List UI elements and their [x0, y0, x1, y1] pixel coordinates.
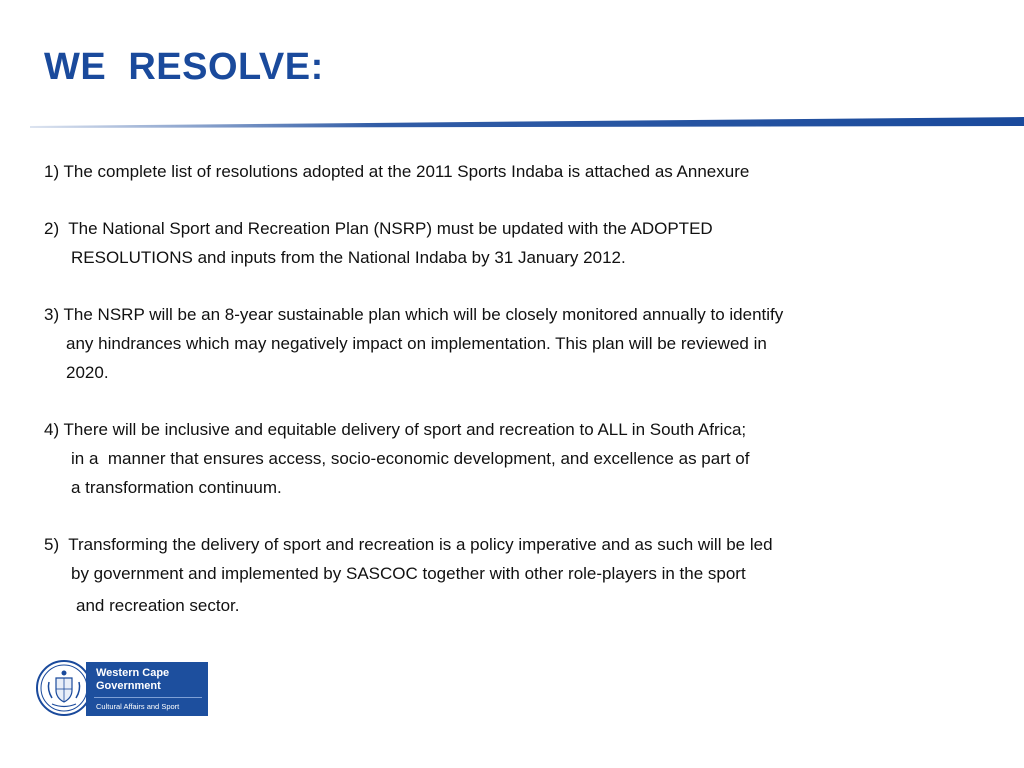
resolution-2-line-2: RESOLUTIONS and inputs from the National Indaba by 31 January 2012. — [71, 248, 626, 267]
resolution-2-line-1: 2) The National Sport and Recreation Plan (NSRP) must be updated with the ADOPTED — [44, 219, 713, 238]
title-divider — [30, 116, 1024, 130]
resolution-3-line-1: 3) The NSRP will be an 8-year sustainable plan which will be closely monitored annually to identify — [44, 305, 784, 324]
resolution-3-line-2: any hindrances which may negatively impact on implementation. This plan will be reviewed in — [66, 334, 767, 353]
western-cape-government-logo — [36, 660, 210, 718]
department-name: Cultural Affairs and Sport — [96, 702, 180, 711]
slide-title: WE RESOLVE: — [44, 46, 324, 88]
resolution-3-line-3: 2020. — [66, 363, 109, 382]
government-name: Western Cape Government — [96, 667, 170, 692]
badge-divider — [94, 697, 202, 698]
resolution-4-line-3: a transformation continuum. — [71, 478, 282, 497]
resolution-5-line-2: by government and implemented by SASCOC together with other role-players in the sport — [71, 564, 746, 583]
resolution-5-line-1: 5) Transforming the delivery of sport and recreation is a policy imperative and as such will be led — [44, 535, 773, 554]
resolution-5-line-3: and recreation sector. — [76, 596, 240, 615]
resolution-4-line-1: 4) There will be inclusive and equitable delivery of sport and recreation to ALL in South Africa; — [44, 420, 747, 439]
resolution-1-line-1: 1) The complete list of resolutions adopted at the 2011 Sports Indaba is attached as Annexure — [44, 162, 750, 181]
government-badge — [86, 662, 208, 716]
coat-of-arms-icon — [36, 660, 92, 716]
resolution-4-line-2: in a manner that ensures access, socio-economic development, and excellence as part of — [71, 449, 750, 468]
